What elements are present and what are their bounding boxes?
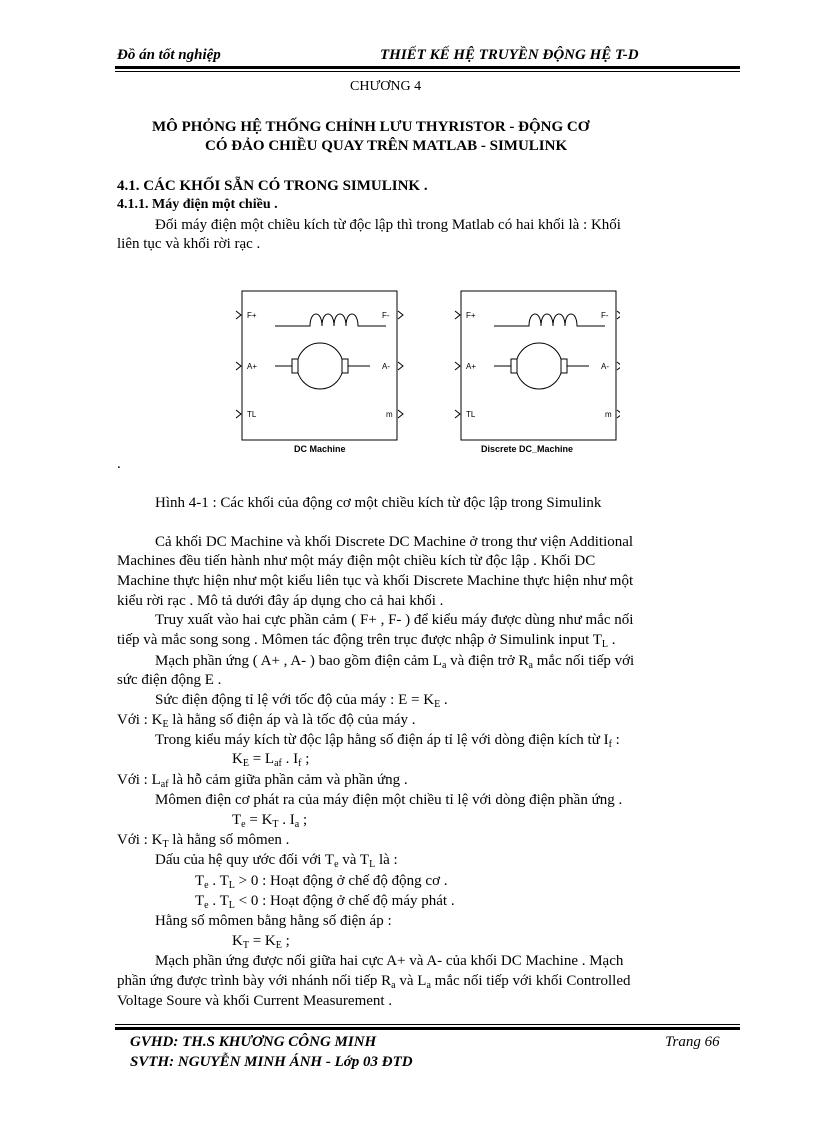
p12-line-3: Voltage Soure và khối Current Measurement . [117,993,393,1009]
header-left: Đồ án tốt nghiệp [117,47,221,63]
p1-line-4: kiểu rời rạc . Mô tả dưới đây áp dụng cho cả hai khối . [117,593,444,609]
port-a-plus-2: A+ [466,362,477,371]
p5-line: Với : $K_E$ là hằng số điện áp và là tốc độ của máy . [117,712,416,730]
p12-line-1: Mạch phần ứng được nối giữa hai cực A+ và A- của khối DC Machine . Mạch [155,953,624,969]
chapter-heading: CHƯƠNG 4 [350,79,422,94]
section-heading: 4.1. CÁC KHỐI SẴN CÓ TRONG SIMULINK . [117,178,428,194]
footer-svth: SVTH: NGUYỄN MINH ÁNH - Lớp 03 ĐTD [130,1054,413,1070]
footer-rule-thin [115,1024,740,1025]
condition-generator: $T_e$ . $T_L < 0$ : Hoạt động ở chế độ máy phát . [195,893,455,911]
footer-rule-thick [115,1027,740,1030]
intro-line-1: Đối máy điện một chiều kích từ độc lập thì trong Matlab có hai khối là : Khối [155,217,621,233]
p8-line: Mômen điện cơ phát ra của máy điện một chiều tỉ lệ với dòng điện phần ứng . [155,792,623,808]
header-rule-thin [115,71,740,72]
port-tl: TL [247,410,257,419]
discrete-dc-machine-block[interactable] [455,291,620,454]
title-line-1: MÔ PHỎNG HỆ THỐNG CHỈNH LƯU THYRISTOR - ĐỘNG CƠ [152,119,590,135]
port-f-plus: F+ [247,311,257,320]
intro-line-2: liên tục và khối rời rạc . [117,236,261,252]
figure-caption: Hình 4-1 : Các khối của động cơ một chiều kích từ độc lập trong Simulink [155,495,602,511]
p2-line-2: tiếp và mắc song song . Mômen tác động trên trục được nhập ở Simulink input $T_L$ . [117,632,616,650]
port-f-plus-2: F+ [466,311,476,320]
p10-line: Dấu của hệ quy ước đối với $T_e$ và $T_L$ là : [155,852,398,870]
p7-line: Với : $L_{af}$ là hỗ cảm giữa phần cảm và phần ứng . [117,772,408,790]
p6-line: Trong kiểu máy kích từ độc lập hằng số điện áp tỉ lệ với dòng điện kích từ $I_f$ : [155,732,620,750]
p11-line: Hằng số mômen bằng hằng số điện áp : [155,913,392,929]
port-f-minus: F- [382,311,390,320]
discrete-dc-machine-label: Discrete DC_Machine [481,444,574,454]
dc-machine-block[interactable] [236,291,403,454]
port-tl-2: TL [466,410,476,419]
p12-line-2: phần ứng được trình bày với nhánh nối tiếp $R_a$ và $L_a$ mắc nối tiếp với khối Controlled [117,973,631,991]
p4-line: Sức điện động tỉ lệ với tốc độ của máy : $E = K_E$ . [155,692,448,710]
footer-gvhd: GVHD: TH.S KHƯƠNG CÔNG MINH [130,1034,377,1050]
p1-line-3: Machine thực hiện như một kiểu liên tục và khối Discrete Machine thực hiện như một [117,573,634,589]
p2-line-1: Truy xuất vào hai cực phần cảm ( F+ , F- ) để kiểu máy được dùng như mắc nối [155,612,634,628]
figure-dc-machine-blocks [230,286,620,461]
equation-te: $T_e = K_T$ . $I_a$ ; [232,812,308,830]
equation-ke: $K_E = L_{af}$ . $I_f$ ; [232,751,310,769]
header-right: THIẾT KẾ HỆ TRUYỀN ĐỘNG HỆ T-D [380,47,639,63]
header-rule-thick [115,66,740,69]
subsection-heading: 4.1.1. Máy điện một chiều . [117,197,278,212]
port-a-minus: A- [382,362,390,371]
port-m-2: m [605,410,612,419]
p3-line-2: sức điện động E . [117,672,222,688]
port-m: m [386,410,393,419]
port-f-minus-2: F- [601,311,609,320]
p1-line-2: Machines đều tiến hành như một máy điện một chiều kích từ độc lập . Khối DC [117,553,596,569]
stray-dot: . [117,456,121,472]
p9-line: Với : $K_T$ là hằng số mômen . [117,832,290,850]
port-a-plus: A+ [247,362,258,371]
dc-machine-label: DC Machine [294,444,346,454]
port-a-minus-2: A- [601,362,609,371]
p3-line-1: Mạch phần ứng ( A+ , A- ) bao gồm điện cảm $L_a$ và điện trở $R_a$ mắc nối tiếp với [155,653,635,671]
title-line-2: CÓ ĐẢO CHIỀU QUAY TRÊN MATLAB - SIMULINK [205,138,568,154]
condition-motor: $T_e$ . $T_L > 0$ : Hoạt động ở chế độ động cơ . [195,873,448,891]
equation-kt: $K_T = K_E$ ; [232,933,290,951]
footer-page-number: Trang 66 [665,1034,720,1050]
p1-line-1: Cả khối DC Machine và khối Discrete DC Machine ở trong thư viện Additional [155,534,634,550]
